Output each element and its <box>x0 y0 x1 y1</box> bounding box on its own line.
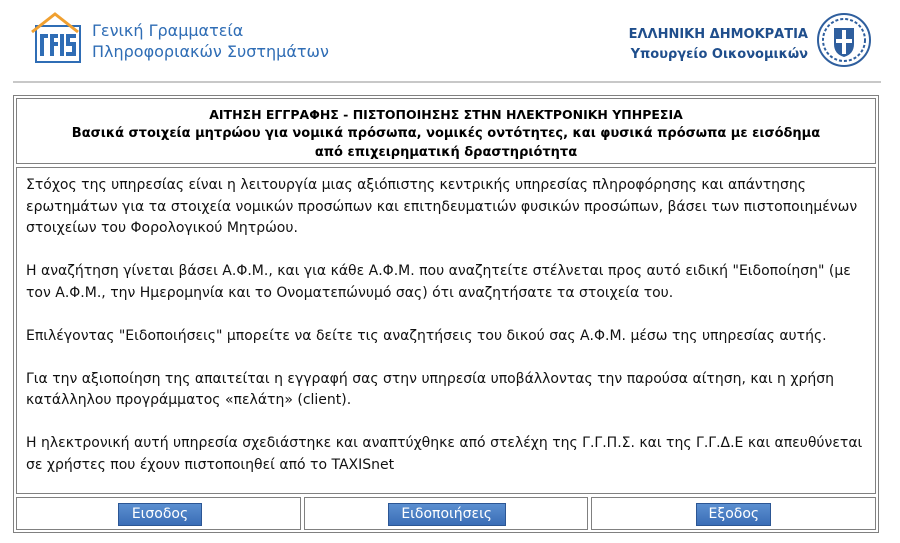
title-box <box>16 98 876 164</box>
page-header <box>0 0 900 80</box>
notifications-cell <box>304 497 589 530</box>
description-paragraph: Η αναζήτηση γίνεται βάσει Α.Φ.Μ., και για κάθε Α.Φ.Μ. που αναζητείτε στέλνεται προς αυτό ειδική "Ειδοποίηση" (με τον Α.Φ.Μ., την Ημερομηνία και το Ονοματεπώνυμό σας) ότι αναζητήσατε τα στοιχεία του. <box>26 263 851 301</box>
description-paragraph: Για την αξιοποίηση της απαιτείται η εγγραφή σας στην υπηρεσία υποβάλλοντας την παρούσα αίτηση, και η χρήση κατάλληλου προγράμματος «πελάτη» (client). <box>26 370 834 408</box>
notifications-button[interactable]: Ειδοποιήσεις <box>388 503 506 526</box>
description-box <box>16 167 876 494</box>
greek-emblem-icon <box>816 12 872 68</box>
description-paragraph: Η ηλεκτρονική αυτή υπηρεσία σχεδιάστηκε και αναπτύχθηκε από στελέχη της Γ.Γ.Π.Σ. και της Γ.Γ.Δ.Ε και απευθύνεται σε χρήστες που έχουν πιστοποιηθεί από το TAXISnet <box>26 435 863 473</box>
ministry-name: Υπουργείο Οικονομικών <box>630 47 808 62</box>
page-subtitle: Βασικά στοιχεία μητρώου για νομικά πρόσωπα, νομικές οντότητες, και φυσικά πρόσωπα με εισόδημα από επιχειρηματική δραστηριότητα <box>71 126 821 160</box>
application-panel <box>13 95 879 533</box>
logout-button[interactable]: Εξοδος <box>696 503 771 526</box>
government-name <box>629 25 808 65</box>
gsis-name <box>92 20 329 62</box>
login-button[interactable]: Εισοδος <box>118 503 202 526</box>
header-divider <box>13 81 881 83</box>
gsis-name-line2: Πληροφοριακών Συστημάτων <box>92 42 329 61</box>
government-name-line1: ΕΛΛΗΝΙΚΗ ΔΗΜΟΚΡΑΤΙΑ <box>628 27 808 42</box>
gsis-name-line1: Γενική Γραμματεία <box>92 21 244 40</box>
description-paragraph: Επιλέγοντας "Ειδοποιήσεις" μπορείτε να δείτε τις αναζητήσεις του δικού σας Α.Φ.Μ. μέσω της υπηρεσίας αυτής. <box>26 327 827 344</box>
description-paragraph: Στόχος της υπηρεσίας είναι η λειτουργία μιας αξιόπιστης κεντρικής υπηρεσίας πληροφόρησης και απάντησης ερωτημάτων για τα στοιχεία νομικών προσώπων και επιτηδευματιών φυσικών προσώπων, βάσει των πιστοποιημένων στοιχείων του Φορολογικού Μητρώου. <box>26 177 858 236</box>
action-buttons-row <box>16 497 876 530</box>
page-title: ΑΙΤΗΣΗ ΕΓΓΡΑΦΗΣ - ΠΙΣΤΟΠΟΙΗΣΗΣ ΣΤΗΝ ΗΛΕΚΤΡΟΝΙΚΗ ΥΠΗΡΕΣΙΑ <box>209 107 683 122</box>
gsis-logo-icon <box>26 10 84 68</box>
login-cell <box>16 497 301 530</box>
logout-cell <box>591 497 876 530</box>
